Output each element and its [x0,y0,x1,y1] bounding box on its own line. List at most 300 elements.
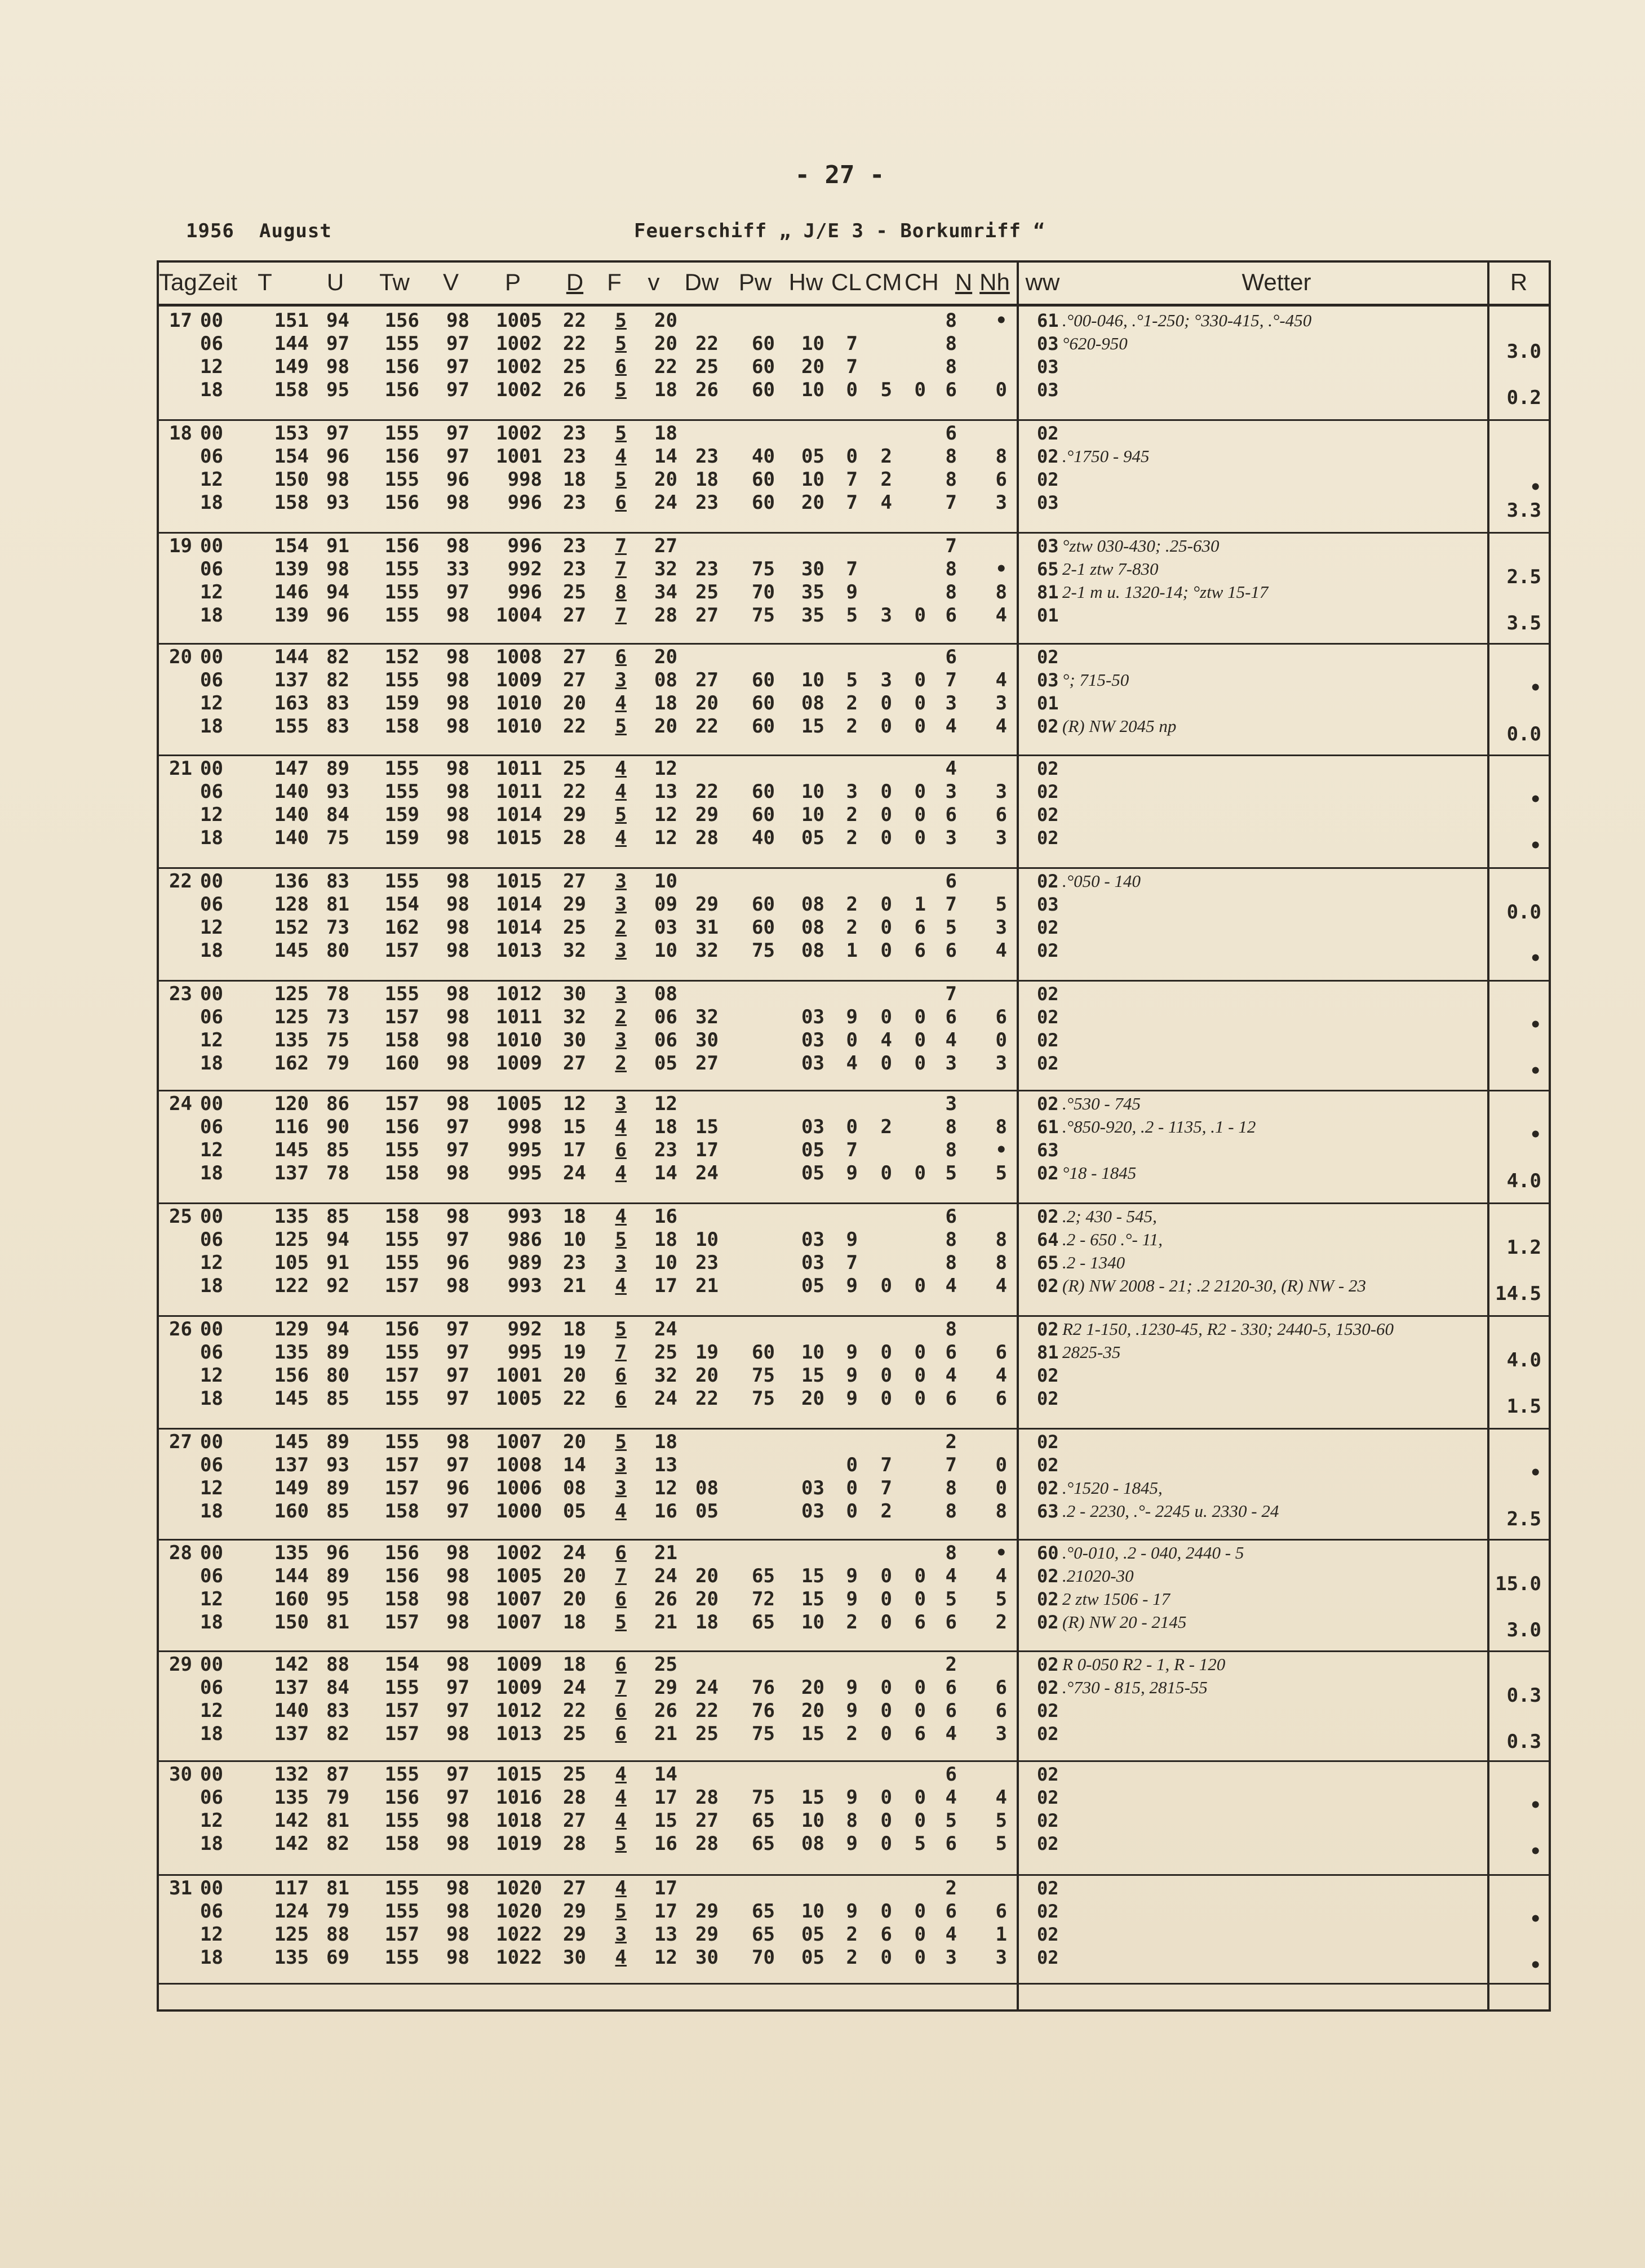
table-cell: 6 [615,1387,627,1410]
table-cell: 157 [384,1611,419,1634]
table-cell: 9 [846,1275,858,1297]
table-cell: 08 [563,1477,586,1499]
day-divider [159,532,1549,534]
table-cell: 1011 [496,780,542,803]
table-cell: 98 [446,1946,469,1969]
table-cell: 98 [446,804,469,826]
table-cell: 8 [846,1809,858,1832]
table-cell: 21 [695,1275,719,1297]
table-cell: 6 [615,1139,627,1161]
table-cell: 65 [752,1611,775,1634]
weather-note: 2-1 ztw 7-830 [1062,559,1159,579]
table-cell: 22 [695,715,719,738]
table-cell: 12 [200,1588,223,1610]
table-cell: 0 [914,1387,926,1410]
table-cell: 97 [446,1763,469,1786]
table-cell: 05 [801,1139,824,1161]
table-cell: 98 [326,558,349,580]
table-cell: 98 [446,983,469,1005]
table-cell: 27 [654,535,677,557]
table-cell: 15 [801,1588,824,1610]
table-cell: 18 [200,604,223,627]
table-cell: 12 [200,804,223,826]
table-cell: 3 [995,1052,1007,1075]
day-number: 27 [169,1431,192,1453]
table-cell: 89 [326,757,349,780]
precipitation-value: 3.3 [1506,499,1541,522]
table-cell: 155 [384,1431,419,1453]
table-row [0,983,1645,1005]
table-cell: 6 [945,1387,957,1410]
table-cell: 157 [384,1275,419,1297]
table-cell: 144 [274,332,309,355]
table-cell: 19 [563,1341,586,1364]
table-cell: 25 [563,1723,586,1745]
table-cell: 0 [880,1699,892,1722]
table-cell: 0 [914,1006,926,1028]
table-cell: 75 [326,827,349,849]
weather-note: 2-1 m u. 1320-14; °ztw 15-17 [1062,582,1269,602]
table-cell: 160 [274,1588,309,1610]
table-cell: 5 [615,1900,627,1923]
table-cell: 8 [945,309,957,332]
table-cell: 0 [880,1786,892,1809]
table-cell: 12 [200,1699,223,1722]
day-divider [159,1760,1549,1762]
table-cell: 17 [654,1275,677,1297]
table-cell: 97 [446,1676,469,1699]
weather-note: .2 - 650 .°- 11, [1062,1230,1163,1249]
table-cell: 124 [274,1900,309,1923]
table-cell: 1002 [496,356,542,378]
table-cell: 0 [995,1477,1007,1499]
table-cell: 98 [446,604,469,627]
ww-code: 02 [1037,1454,1059,1476]
table-cell: 03 [801,1251,824,1274]
table-cell: 159 [384,692,419,714]
table-cell: 0 [914,1588,926,1610]
precipitation-value: • [1529,1014,1541,1036]
column-header: Tag [159,269,197,295]
day-number: 21 [169,757,192,780]
table-cell: 12 [200,1029,223,1051]
page-number: - 27 - [795,161,885,189]
table-cell: 4 [615,1162,627,1184]
ww-code: 02 [1037,1093,1059,1115]
table-cell: 1014 [496,916,542,939]
table-cell: 83 [326,1699,349,1722]
weather-note: (R) NW 2045 np [1062,716,1177,736]
ww-code: 03 [1037,535,1059,557]
table-cell: 0 [846,1477,858,1499]
table-cell: 15 [801,1565,824,1587]
table-cell: 24 [563,1542,586,1564]
table-cell: 18 [563,1205,586,1228]
table-cell: 18 [654,422,677,445]
table-cell: 7 [846,558,858,580]
weather-note: .°1520 - 1845, [1062,1478,1163,1498]
table-cell: 22 [563,715,586,738]
table-cell: 83 [326,870,349,893]
table-cell: 1002 [496,379,542,401]
table-cell: 2 [615,1052,627,1075]
table-cell: 08 [801,1832,824,1855]
table-cell: 155 [384,332,419,355]
table-cell: 08 [695,1477,719,1499]
table-cell: 155 [384,581,419,603]
table-cell: 116 [274,1116,309,1138]
table-cell: 140 [274,780,309,803]
table-cell: 5 [615,715,627,738]
table-cell: 08 [801,939,824,962]
table-row [0,356,1645,378]
ww-code: 02 [1037,716,1059,737]
table-cell: 1005 [496,1565,542,1587]
table-cell: 18 [654,1116,677,1138]
table-row [0,1341,1645,1372]
table-cell: 98 [446,1809,469,1832]
table-cell: 21 [654,1611,677,1634]
ww-code: 02 [1037,1162,1059,1184]
table-cell: 98 [446,1923,469,1946]
table-cell: 0 [914,827,926,849]
table-cell: 10 [801,1611,824,1634]
table-cell: 97 [446,1364,469,1387]
table-cell: 00 [200,1877,223,1899]
table-cell: 00 [200,1763,223,1786]
table-cell: 00 [200,422,223,445]
column-header: T [258,269,272,295]
table-cell: 09 [654,893,677,916]
table-cell: 5 [615,1611,627,1634]
table-cell: 4 [880,1029,892,1051]
table-cell: 3 [880,604,892,627]
ww-code: 02 [1037,1654,1059,1675]
table-cell: 3 [995,916,1007,939]
table-cell: 7 [846,332,858,355]
table-cell: 129 [274,1318,309,1341]
table-cell: 2 [846,715,858,738]
day-number: 30 [169,1763,192,1786]
day-divider [159,1202,1549,1204]
table-cell: 9 [846,1228,858,1251]
table-row [0,669,1645,699]
table-cell: 5 [615,309,627,332]
day-number: 18 [169,422,192,445]
table-cell: 1015 [496,827,542,849]
ww-code: 02 [1037,1787,1059,1808]
weather-note: °18 - 1845 [1062,1163,1137,1183]
table-cell: 155 [384,604,419,627]
table-cell: 96 [326,1542,349,1564]
table-row [0,1387,1645,1418]
table-cell: 98 [446,827,469,849]
column-header: V [442,269,459,295]
table-row [0,1810,1645,1831]
table-cell: 0 [880,1723,892,1745]
table-cell: • [995,1139,1007,1161]
table-cell: 1011 [496,1006,542,1028]
table-cell: 5 [615,1228,627,1251]
table-cell: 7 [846,468,858,491]
table-cell: 6 [914,1723,926,1745]
table-cell: 26 [654,1699,677,1722]
table-cell: 6 [945,804,957,826]
table-cell: 1005 [496,1093,542,1115]
table-cell: 996 [507,535,542,557]
table-cell: 12 [654,1477,677,1499]
weather-note: .2 - 1340 [1062,1253,1125,1272]
table-row [0,1924,1645,1945]
table-cell: 98 [446,1565,469,1587]
weather-note: .°0-010, .2 - 040, 2440 - 5 [1062,1543,1244,1563]
ww-code: 02 [1037,940,1059,961]
table-row [0,1542,1645,1564]
table-cell: 25 [563,581,586,603]
table-cell: 27 [563,1052,586,1075]
precipitation-value: 0.0 [1506,901,1541,924]
precipitation-value: 1.2 [1506,1236,1541,1259]
table-cell: 9 [846,1341,858,1364]
table-cell: 105 [274,1251,309,1274]
table-cell: 18 [695,1611,719,1634]
table-cell: 17 [563,1139,586,1161]
ww-code: 03 [1037,356,1059,378]
table-cell: 83 [326,692,349,714]
table-cell: 60 [752,780,775,803]
ww-code: 01 [1037,693,1059,714]
table-cell: 18 [200,1387,223,1410]
table-cell: 96 [446,468,469,491]
column-header: R [1510,269,1528,295]
table-cell: 60 [752,715,775,738]
table-cell: 97 [446,1228,469,1251]
precipitation-value: 2.5 [1506,566,1541,588]
table-row [0,1565,1645,1595]
table-cell: 12 [563,1093,586,1115]
table-cell: 10 [654,1251,677,1274]
weather-note: .2 - 2230, .°- 2245 u. 2330 - 24 [1062,1501,1279,1521]
table-cell: 155 [384,780,419,803]
table-cell: 20 [801,1387,824,1410]
table-cell: 1 [846,939,858,962]
table-cell: 2 [880,1500,892,1523]
table-cell: 06 [200,332,223,355]
table-cell: 05 [801,1923,824,1946]
table-cell: 2 [880,468,892,491]
table-cell: 15 [801,1723,824,1745]
table-cell: 20 [563,692,586,714]
table-cell: 20 [801,1676,824,1699]
table-cell: 94 [326,1318,349,1341]
table-cell: 1008 [496,646,542,668]
table-cell: 06 [200,1341,223,1364]
column-header: Zeit [197,269,237,295]
table-cell: 156 [384,309,419,332]
table-cell: 8 [945,445,957,468]
table-cell: 4 [995,604,1007,627]
table-row [0,604,1645,634]
table-cell: 996 [507,581,542,603]
table-cell: 156 [384,356,419,378]
table-cell: 23 [563,422,586,445]
ww-code: 02 [1037,1565,1059,1587]
table-cell: 6 [615,1364,627,1387]
table-cell: 3 [615,1477,627,1499]
table-cell: 98 [446,1542,469,1564]
column-header: F [607,269,622,295]
table-row [0,715,1645,745]
table-cell: 91 [326,535,349,557]
table-cell: 32 [654,1364,677,1387]
day-number: 19 [169,535,192,557]
table-cell: 18 [200,1162,223,1184]
ww-code: 81 [1037,582,1059,603]
table-cell: 98 [446,1052,469,1075]
table-cell: 6 [995,1341,1007,1364]
header-year: 1956 [186,220,234,242]
table-cell: 3 [615,669,627,691]
table-cell: 98 [446,780,469,803]
table-cell: 32 [563,1006,586,1028]
table-cell: 12 [654,827,677,849]
table-cell: 96 [326,604,349,627]
table-row [0,693,1645,714]
table-cell: 32 [695,939,719,962]
table-cell: 17 [654,1786,677,1809]
table-cell: 18 [200,491,223,514]
header-ship: Feuerschiff „ J/E 3 - Borkumriff “ [634,220,1045,242]
table-cell: 155 [274,715,309,738]
table-cell: 158 [384,1500,419,1523]
table-cell: 24 [563,1676,586,1699]
table-cell: 5 [615,468,627,491]
table-cell: 156 [384,379,419,401]
table-cell: 8 [945,1318,957,1341]
column-header: U [326,269,344,295]
table-cell: 98 [446,1588,469,1610]
table-cell: 10 [654,870,677,893]
table-cell: 0 [914,1699,926,1722]
day-divider [159,754,1549,756]
table-cell: 24 [654,1318,677,1341]
table-cell: 97 [446,1387,469,1410]
table-cell: 157 [384,939,419,962]
table-cell: 73 [326,916,349,939]
table-cell: 60 [752,692,775,714]
table-cell: 16 [654,1500,677,1523]
table-cell: 30 [695,1946,719,1969]
table-cell: 7 [945,983,957,1005]
table-cell: 7 [945,669,957,691]
table-cell: 1005 [496,309,542,332]
table-cell: 18 [654,1431,677,1453]
table-cell: 25 [654,1341,677,1364]
table-cell: 5 [615,422,627,445]
table-cell: 5 [615,1832,627,1855]
table-cell: 98 [446,757,469,780]
table-cell: 6 [615,646,627,668]
table-cell: 1014 [496,804,542,826]
weather-note: °; 715-50 [1062,670,1129,690]
ww-code: 02 [1037,1365,1059,1386]
table-cell: 3 [945,1946,957,1969]
weather-note: 2825-35 [1062,1342,1121,1362]
table-cell: 12 [654,804,677,826]
table-cell: 154 [384,893,419,916]
table-row [0,1252,1645,1273]
table-cell: 156 [384,1786,419,1809]
weather-note: .°530 - 745 [1062,1094,1141,1113]
table-cell: 0 [914,1809,926,1832]
table-cell: 156 [384,1116,419,1138]
ww-code: 02 [1037,827,1059,849]
table-cell: 18 [563,1653,586,1676]
table-cell: 6 [615,1542,627,1564]
table-cell: 1015 [496,1763,542,1786]
weather-note: (R) NW 20 - 2145 [1062,1612,1187,1632]
table-cell: 0 [846,1500,858,1523]
day-divider [159,1650,1549,1652]
table-cell: 00 [200,1318,223,1341]
table-cell: 3 [615,1251,627,1274]
table-cell: 995 [507,1139,542,1161]
table-cell: 06 [200,558,223,580]
table-cell: 0 [914,1923,926,1946]
table-cell: 05 [801,827,824,849]
table-cell: 993 [507,1205,542,1228]
table-cell: 22 [563,1387,586,1410]
table-cell: 125 [274,983,309,1005]
table-cell: 0 [995,1454,1007,1476]
table-cell: 135 [274,1029,309,1051]
table-cell: 6 [945,379,957,401]
table-cell: 93 [326,780,349,803]
day-number: 29 [169,1653,192,1676]
table-cell: 75 [326,1029,349,1051]
table-cell: 155 [384,669,419,691]
table-row [0,1052,1645,1082]
table-cell: 0 [914,1162,926,1184]
table-cell: 152 [384,646,419,668]
table-cell: 25 [695,581,719,603]
table-cell: 155 [384,1809,419,1832]
table-cell: 4 [995,1786,1007,1809]
table-cell: 7 [846,491,858,514]
table-cell: 0 [880,692,892,714]
table-cell: 22 [654,356,677,378]
table-cell: 996 [507,491,542,514]
table-cell: 4 [945,1029,957,1051]
table-cell: 0 [914,1364,926,1387]
table-cell: 8 [945,332,957,355]
table-cell: 4 [615,780,627,803]
table-cell: 12 [654,1093,677,1115]
table-cell: 23 [563,1251,586,1274]
table-cell: 1002 [496,332,542,355]
table-cell: 157 [384,1477,419,1499]
table-row [0,1275,1645,1305]
table-cell: 29 [563,893,586,916]
table-cell: 94 [326,581,349,603]
table-cell: 60 [752,804,775,826]
table-cell: 20 [563,1565,586,1587]
table-cell: 25 [695,1723,719,1745]
table-cell: 155 [384,983,419,1005]
ww-code: 02 [1037,1431,1059,1453]
precipitation-value: • [1529,1840,1541,1863]
table-cell: 2 [846,1723,858,1745]
